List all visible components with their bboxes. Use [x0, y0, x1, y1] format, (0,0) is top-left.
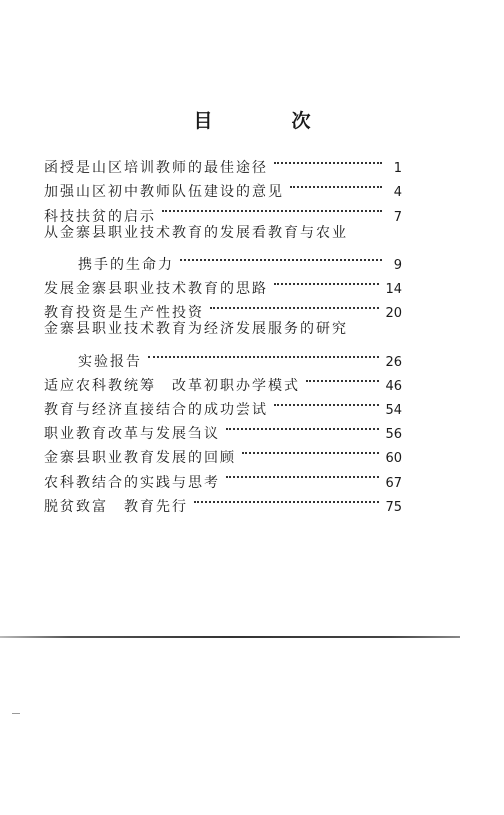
dot-leader [162, 196, 382, 220]
toc-entry [44, 317, 402, 370]
dot-leader [210, 293, 379, 317]
toc-entry [44, 221, 402, 273]
toc-entry-title: 发展金寨县职业技术教育的思路 [44, 281, 268, 298]
toc-page-number: 67 [385, 475, 402, 491]
page-title: 目 次 [193, 110, 341, 132]
dot-leader [180, 245, 382, 269]
toc-entry [44, 148, 402, 177]
toc-list [44, 148, 402, 515]
toc-page-number: 20 [385, 306, 402, 322]
toc-page-number: 60 [385, 451, 402, 467]
dot-leader [194, 487, 379, 511]
toc-entry-title-continued: 实验报告 [78, 353, 142, 370]
toc-page-number: 14 [385, 282, 402, 298]
toc-entry-title: 科技扶贫的启示 [44, 208, 156, 225]
dot-leader [274, 390, 379, 414]
dot-leader [226, 462, 379, 486]
dot-leader [290, 172, 382, 196]
toc-page-number: 75 [385, 499, 402, 515]
page-divider [0, 636, 460, 638]
toc-entry-title: 从金寨县职业技术教育的发展看教育与农业 [44, 224, 348, 241]
toc-entry-title: 教育投资是生产性投资 [44, 305, 204, 322]
toc-page-number: 46 [385, 378, 402, 394]
toc-entry-title: 加强山区初中教师队伍建设的意见 [44, 184, 284, 201]
dot-leader [274, 269, 379, 293]
toc-entry-title: 金寨县职业教育发展的回顾 [44, 450, 236, 467]
scan-mark [12, 713, 20, 714]
toc-entry-title: 农科教结合的实践与思考 [44, 474, 220, 491]
dot-leader [306, 366, 379, 390]
toc-entry-title: 金寨县职业技术教育为经济发展服务的研究 [44, 321, 348, 338]
toc-page-number: 56 [385, 427, 402, 443]
toc-entry-title: 职业教育改革与发展刍议 [44, 426, 220, 443]
toc-page-number: 54 [385, 403, 402, 419]
toc-page-number: 26 [385, 354, 402, 370]
toc-entry-title-continued: 携手的生命力 [78, 256, 174, 273]
toc-page-number: 1 [393, 161, 402, 177]
dot-leader [226, 414, 379, 438]
toc-page-number: 7 [393, 209, 402, 225]
toc-entry-title: 适应农科教统筹 改革初职办学模式 [44, 377, 300, 394]
dot-leader [274, 148, 382, 172]
toc-page-number: 4 [393, 185, 402, 201]
toc-entry-title: 函授是山区培训教师的最佳途径 [44, 160, 268, 177]
toc-entry-title: 脱贫致富 教育先行 [44, 498, 188, 515]
dot-leader [242, 438, 379, 462]
dot-leader [148, 342, 379, 366]
toc-entry-title: 教育与经济直接结合的成功尝试 [44, 402, 268, 419]
toc-page-number: 9 [393, 257, 402, 273]
